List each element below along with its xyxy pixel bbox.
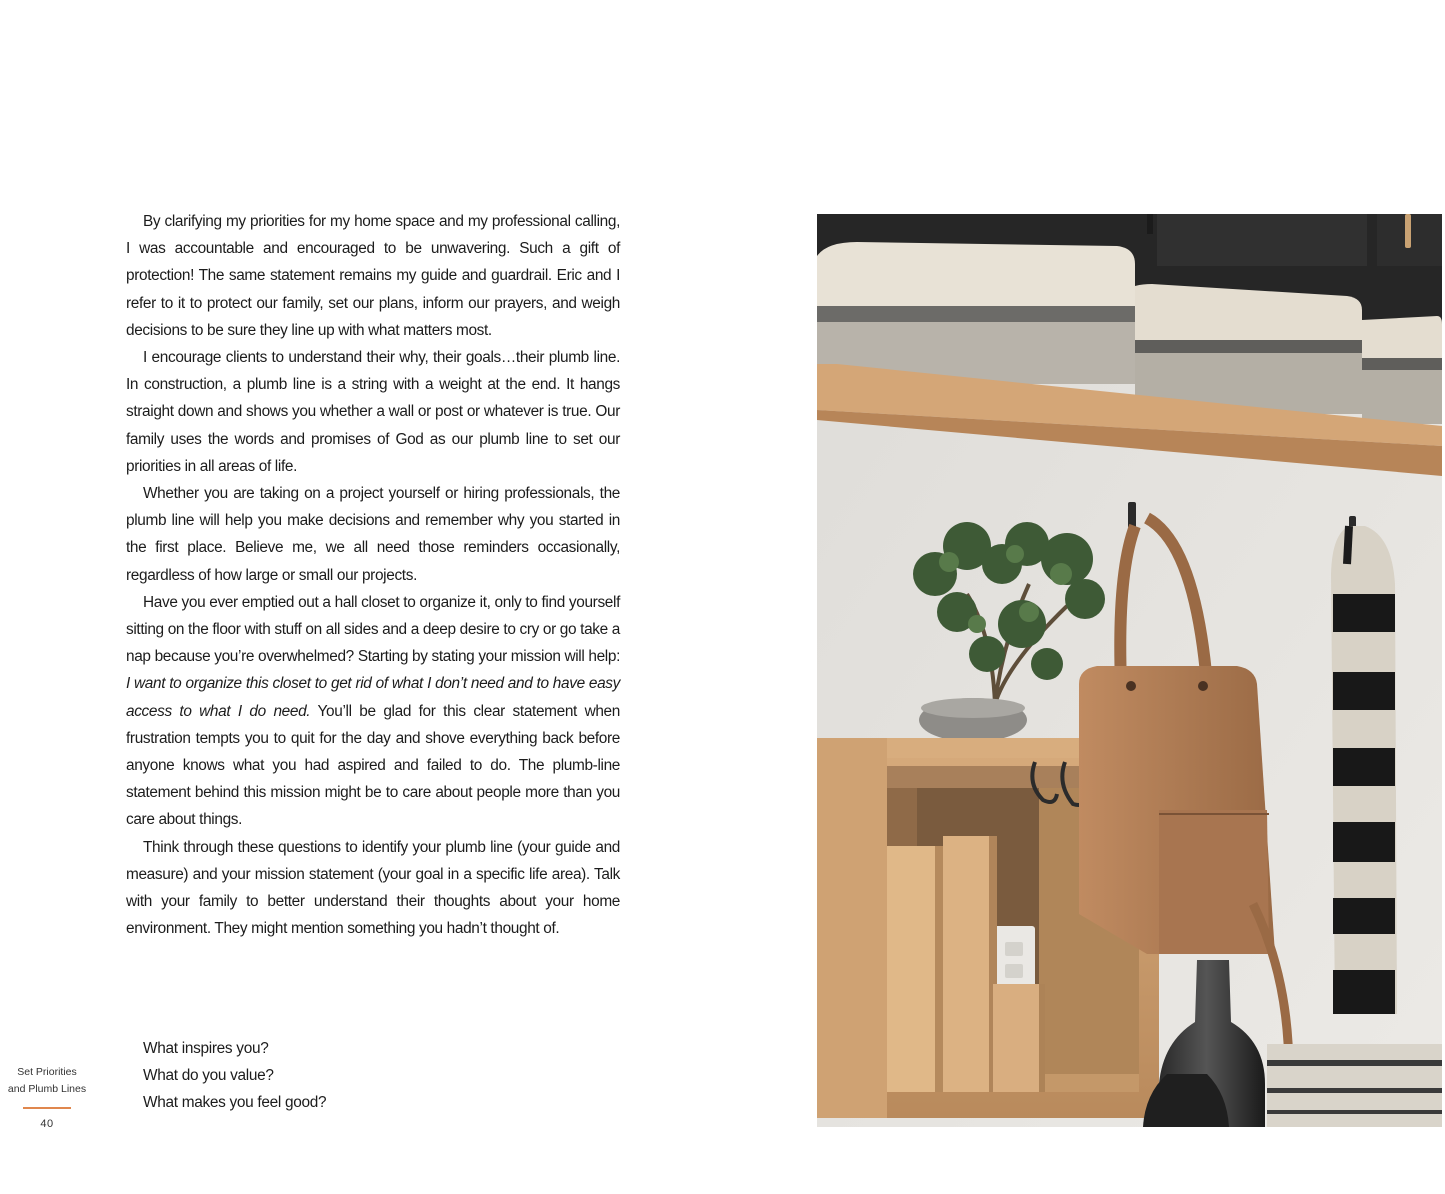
paragraph-4-intro: Have you ever emptied out a hall closet to organize it, only to find yourself sitting on the floor with stuff on all sides and a deep desire to cry or go take a nap because you’re overwhelmed? Starting by stating your mission will help:	[126, 593, 620, 666]
paragraph-1: By clarifying my priorities for my home space and my professional calling, I was accountable and encouraged to be unwavering. Such a gift of protection! The same statement remains my guide and guardrail. Eric and I refer to it to protect our family, set our plans, inform our prayers, and weigh decisions to be sure they line up with what matters most.	[126, 213, 620, 339]
folio-accent-rule	[23, 1107, 71, 1109]
section-title-line-1: Set Priorities	[17, 1066, 77, 1078]
striped-pillow	[1267, 1044, 1442, 1127]
question-item: What inspires you?	[143, 1040, 269, 1057]
paragraph-5: Think through these questions to identify your plumb line (your guide and measure) and your mission statement (your goal in a specific life area). Talk with your family to better understand their thoughts about your home environment. They might mention something you hadn’t thought of.	[126, 838, 620, 938]
wall-hook	[1128, 502, 1136, 528]
question-list	[143, 1035, 326, 1117]
paragraph-4-outro: You’ll be glad for this clear statement when frustration tempts you to quit for the day and shove everything back before anyone knows what you had aspired and failed to do. The plumb-line statement behind this mission might be to care about people more than you care about things.	[126, 702, 620, 829]
paragraph-2: I encourage clients to understand their why, their goals…their plumb line. In construction, a plumb line is a string with a weight at the end. It hangs straight down and shows you whether a wall or post or whatever is true. Our family uses the words and promises of God as our plumb line to set our priorities in all areas of life.	[126, 349, 620, 475]
question-item: What do you value?	[143, 1067, 274, 1085]
paragraph-4	[126, 589, 620, 834]
striped-scarf	[1331, 526, 1397, 1014]
mission-statement-example: I want to organize this closet to get rid of what I don’t need and to have easy access to what I do need.	[126, 675, 620, 720]
body-text	[126, 208, 620, 942]
entryway-photo	[817, 214, 1442, 1127]
page-number: 40	[40, 1118, 54, 1130]
question-item: What makes you feel good?	[143, 1094, 327, 1112]
paragraph-3: Whether you are taking on a project yourself or hiring professionals, the plumb line will help you make decisions and remember why you started in the first place. Believe me, we all need those reminders occasionally, regardless of how large or small our projects.	[126, 485, 620, 584]
page-folio	[0, 1064, 94, 1133]
section-title-line-2: and Plumb Lines	[7, 1083, 87, 1095]
